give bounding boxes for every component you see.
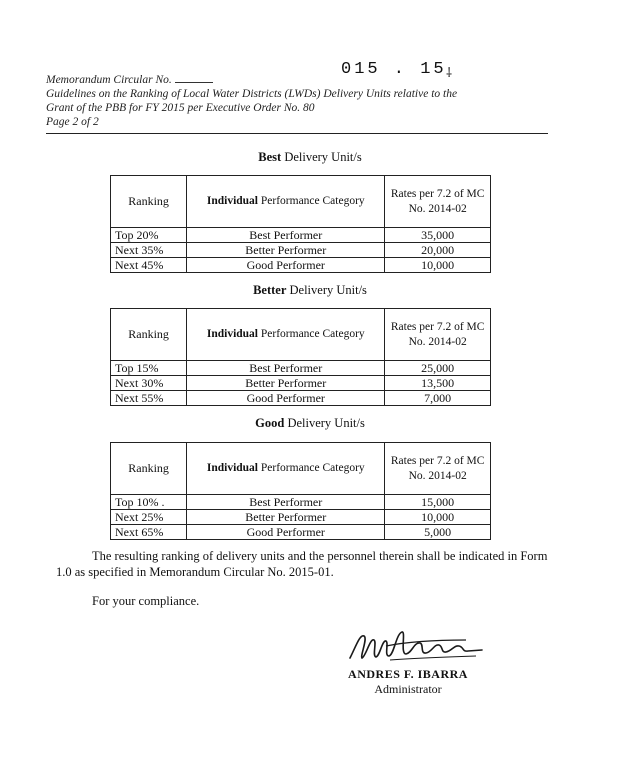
section-title-rest: Delivery Unit/s [286,283,367,297]
cell-rate: 5,000 [385,525,491,540]
closing-line: For your compliance. [92,594,200,608]
cell-rate: 15,000 [385,495,491,510]
table-row [111,391,491,406]
rates-table-best [110,175,491,273]
cell-category: Good Performer [187,258,385,273]
table-row [111,376,491,391]
cell-ranking: Next 65% [111,525,187,540]
table-row [111,361,491,376]
header-ranking: Ranking [111,443,187,495]
cell-category: Good Performer [187,391,385,406]
section-title-rest: Delivery Unit/s [281,150,362,164]
section-title-bold: Better [253,283,287,297]
cell-category: Best Performer [187,228,385,243]
header-category: Individual Performance Category [187,443,385,495]
cell-ranking: Next 45% [111,258,187,273]
signatory-name: ANDRES F. IBARRA [348,667,468,681]
cell-rate: 25,000 [385,361,491,376]
cell-category: Better Performer [187,376,385,391]
header-divider [46,133,548,134]
header-category: Individual Performance Category [187,309,385,361]
section-title-bold: Best [258,150,282,164]
header-category: Individual Performance Category [187,176,385,228]
section-title-good [0,416,620,431]
table-row [111,495,491,510]
cell-rate: 35,000 [385,228,491,243]
cell-category: Good Performer [187,525,385,540]
subject-line-2: Grant of the PBB for FY 2015 per Executive Order No. 80 [46,102,315,114]
section-title-better [0,283,620,298]
cell-ranking: Top 15% [111,361,187,376]
header-ranking: Ranking [111,309,187,361]
table-row [111,525,491,540]
section-title-rest: Delivery Unit/s [284,416,365,430]
table-row [111,258,491,273]
header-rates: Rates per 7.2 of MC No. 2014-02 [385,176,491,228]
section-title-best [0,150,620,165]
cell-ranking: Top 10% . [111,495,187,510]
memo-header [46,72,546,129]
cell-category: Best Performer [187,361,385,376]
subject-line-1: Guidelines on the Ranking of Local Water Districts (LWDs) Delivery Units relative to the [46,88,458,100]
cell-rate: 10,000 [385,510,491,525]
circular-handwritten-mark: ⸸ [446,65,453,80]
table-header-row [111,443,491,495]
circular-label: Memorandum Circular No. [46,74,172,86]
signatory-title: Administrator [374,682,442,696]
header-rates: Rates per 7.2 of MC No. 2014-02 [385,443,491,495]
cell-category: Better Performer [187,510,385,525]
page-label: Page 2 of 2 [46,116,99,128]
cell-category: Better Performer [187,243,385,258]
header-rates: Rates per 7.2 of MC No. 2014-02 [385,309,491,361]
section-title-bold: Good [255,416,285,430]
rates-table-better [110,308,491,406]
cell-ranking: Next 30% [111,376,187,391]
cell-category: Best Performer [187,495,385,510]
cell-rate: 7,000 [385,391,491,406]
cell-ranking: Top 20% [111,228,187,243]
cell-ranking: Next 25% [111,510,187,525]
circular-number: 015 . 15 [341,60,447,79]
cell-rate: 13,500 [385,376,491,391]
table-row [111,243,491,258]
header-ranking: Ranking [111,176,187,228]
handwritten-signature [346,626,486,666]
cell-ranking: Next 55% [111,391,187,406]
body-paragraph: The resulting ranking of delivery units and the personnel therein shall be indicated in Form 1.0 as specified in Memorandum Circular No. 2015-01. [56,549,548,579]
table-row [111,228,491,243]
cell-rate: 20,000 [385,243,491,258]
table-header-row [111,309,491,361]
cell-rate: 10,000 [385,258,491,273]
table-header-row [111,176,491,228]
circular-number-blank [175,72,213,83]
rates-table-good [110,442,491,540]
cell-ranking: Next 35% [111,243,187,258]
table-row [111,510,491,525]
